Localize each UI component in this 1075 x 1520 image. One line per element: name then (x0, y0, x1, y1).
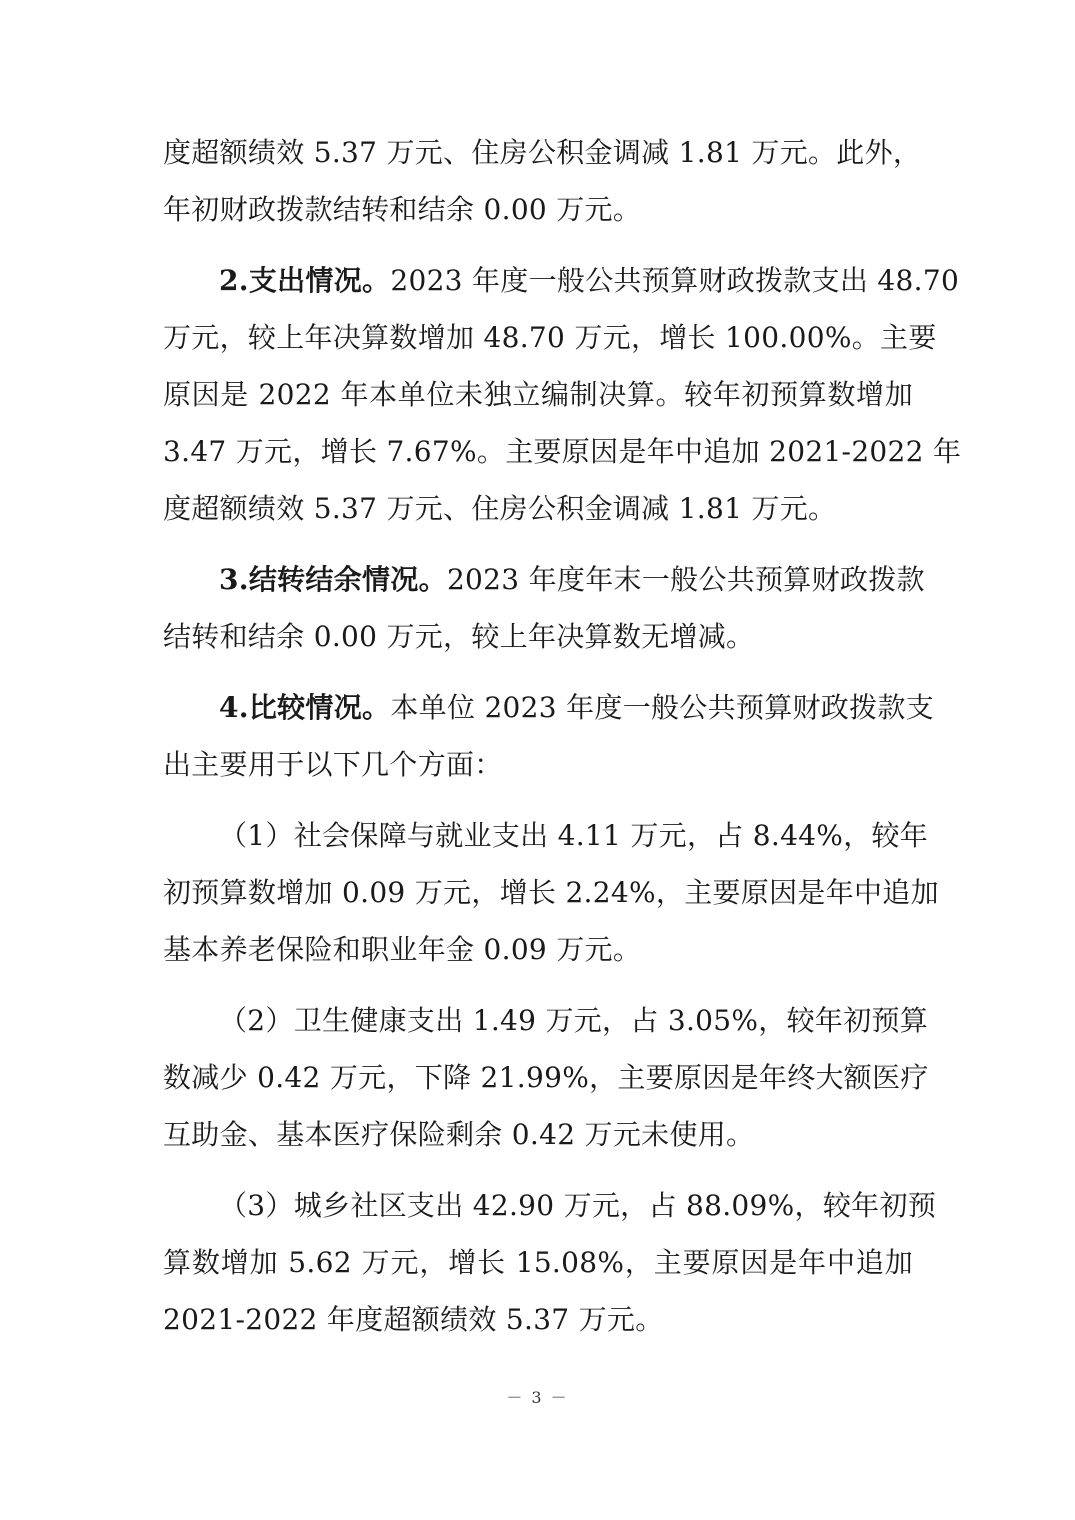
text-line: 度超额绩效 5.37 万元、住房公积金调减 1.81 万元。此外， (163, 136, 922, 169)
page-number: － 3 － (506, 1388, 569, 1407)
paragraph-continuation (163, 124, 922, 238)
section-heading-comparison: 4.比较情况。 (219, 691, 391, 724)
text-line: 度超额绩效 5.37 万元、住房公积金调减 1.81 万元。 (163, 492, 837, 525)
section-heading-carryover: 3.结转结余情况。 (219, 563, 447, 596)
text-line: 出主要用于以下几个方面： (163, 748, 503, 781)
document-body (163, 124, 962, 1348)
text-line: 数减少 0.42 万元，下降 21.99%，主要原因是年终大额医疗 (163, 1061, 929, 1094)
text-fragment: 2023 年度年末一般公共预算财政拨款 (446, 563, 925, 596)
text-line: 年初财政拨款结转和结余 0.00 万元。 (163, 193, 642, 226)
text-line: 初预算数增加 0.09 万元，增长 2.24%，主要原因是年中追加 (163, 876, 939, 909)
paragraph-expenditure (163, 252, 962, 537)
text-line: 原因是 2022 年本单位未独立编制决算。较年初预算数增加 (163, 378, 913, 411)
text-line (163, 252, 960, 309)
paragraph-item-social-security (163, 807, 939, 978)
text-line: （3）城乡社区支出 42.90 万元，占 88.09%，较年初预 (219, 1189, 937, 1222)
text-line: 结转和结余 0.00 万元，较上年决算数无增减。 (163, 620, 755, 653)
text-line: （1）社会保障与就业支出 4.11 万元，占 8.44%，较年 (219, 819, 929, 852)
text-line: 2021-2022 年度超额绩效 5.37 万元。 (163, 1303, 664, 1336)
text-line (163, 551, 925, 608)
text-fragment: 本单位 2023 年度一般公共预算财政拨款支 (390, 691, 935, 724)
section-heading-expenditure: 2.支出情况。 (219, 264, 391, 297)
paragraph-comparison (163, 679, 935, 793)
text-line: （2）卫生健康支出 1.49 万元，占 3.05%，较年初预算 (219, 1004, 929, 1037)
paragraph-carryover (163, 551, 925, 665)
text-line: 万元，较上年决算数增加 48.70 万元，增长 100.00%。主要 (163, 321, 937, 354)
paragraph-item-health (163, 992, 929, 1163)
text-line: 互助金、基本医疗保险剩余 0.42 万元未使用。 (163, 1118, 755, 1151)
text-fragment: 2023 年度一般公共预算财政拨款支出 48.70 (390, 264, 960, 297)
paragraph-item-urban-rural (163, 1177, 937, 1348)
text-line: 算数增加 5.62 万元，增长 15.08%，主要原因是年中追加 (163, 1246, 913, 1279)
text-line: 3.47 万元，增长 7.67%。主要原因是年中追加 2021-2022 年 (163, 435, 962, 468)
text-line: 基本养老保险和职业年金 0.09 万元。 (163, 933, 642, 966)
text-line (163, 679, 935, 736)
